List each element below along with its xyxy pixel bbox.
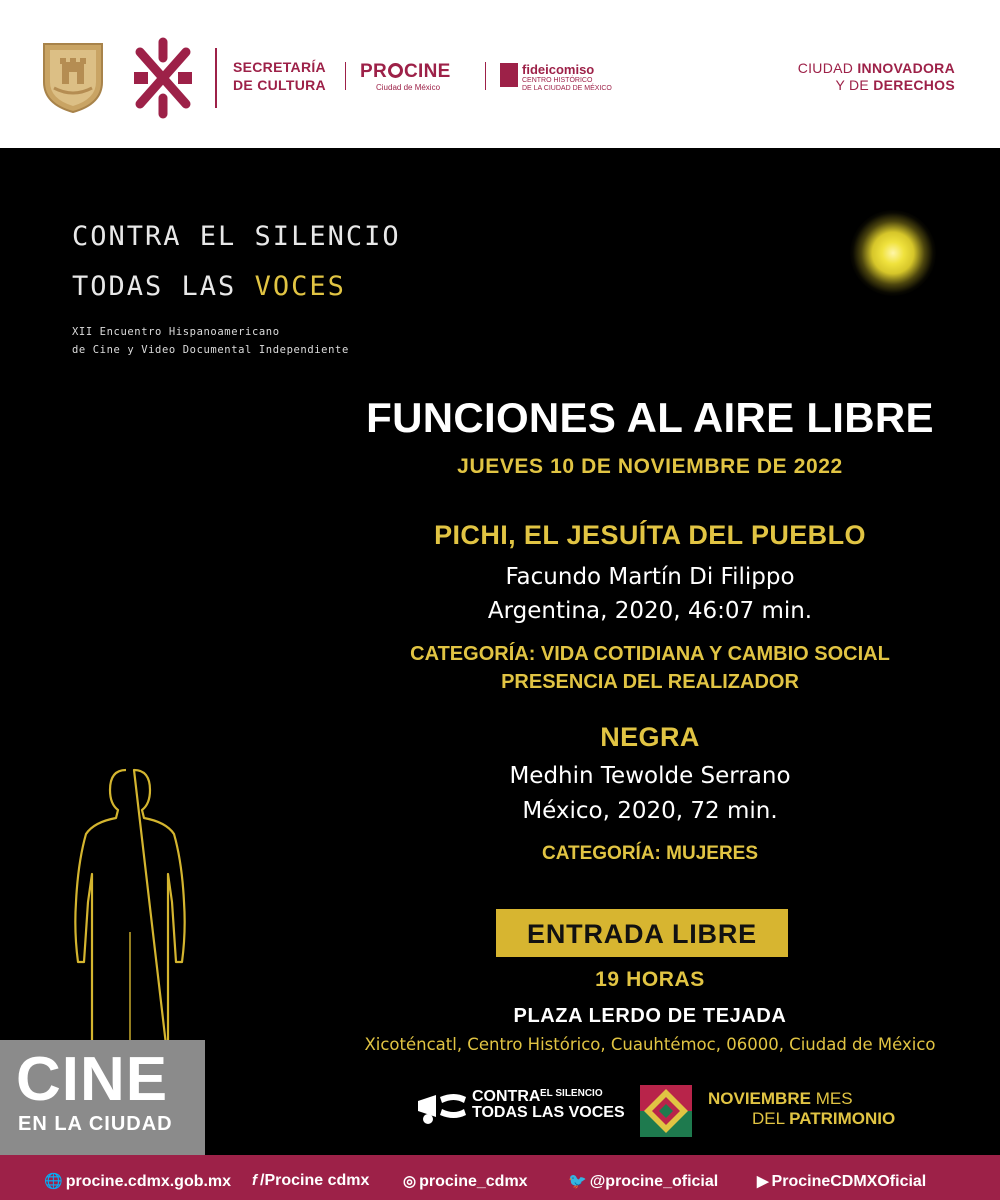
film-title: PICHI, EL JESUÍTA DEL PUEBLO — [434, 520, 866, 550]
cine-label: CINE — [16, 1045, 169, 1114]
cdmx-crest-icon — [40, 38, 106, 114]
ctv-todas-label: TODAS LAS VOCES — [472, 1104, 625, 1121]
fideicomiso-subtitle: CENTRO HISTÓRICO DE LA CIUDAD DE MÉXICO — [522, 77, 612, 92]
header-bar — [0, 0, 1000, 148]
procine-logo: PR CINE — [360, 61, 451, 82]
fideicomiso-icon — [500, 63, 518, 87]
film-info: México, 2020, 72 min. — [522, 798, 778, 824]
film-director: Facundo Martín Di Filippo — [505, 564, 795, 590]
footer-website-link[interactable]: 🌐 procine.cdmx.gob.mx — [44, 1173, 232, 1190]
megaphone-icon — [414, 1087, 470, 1127]
film-category: CATEGORÍA: VIDA COTIDIANA Y CAMBIO SOCIAL — [410, 643, 890, 665]
film-director: Medhin Tewolde Serrano — [509, 763, 791, 789]
event-date: JUEVES 10 DE NOVIEMBRE DE 2022 — [457, 455, 843, 478]
instagram-icon: ◎ — [403, 1173, 417, 1190]
person-silhouette-icon — [60, 762, 200, 1062]
patrimonio-diamond-icon — [640, 1085, 692, 1137]
secretaria-cultura-logo: SECRETARÍA DE CULTURA — [233, 59, 326, 93]
film-title: NEGRA — [600, 722, 700, 752]
patrimonio-label: DEL PATRIMONIO — [752, 1109, 896, 1128]
header-divider — [215, 48, 217, 108]
ctv-silencio-label: EL SILENCIO — [540, 1088, 603, 1099]
festival-title: CONTRA EL SILENCIO TODAS LAS VOCES — [72, 221, 401, 302]
glowing-sun-icon — [850, 210, 936, 296]
event-title: FUNCIONES AL AIRE LIBRE — [366, 394, 934, 441]
fideicomiso-title: fideicomiso — [522, 62, 595, 77]
youtube-icon: ▶ — [757, 1173, 769, 1190]
footer-facebook-link[interactable]: f /Procine cdmx — [252, 1172, 370, 1189]
ctv-contra-label: CONTRA — [472, 1088, 541, 1105]
procine-subtitle: Ciudad de México — [376, 83, 441, 92]
entrada-libre-badge: ENTRADA LIBRE — [496, 909, 788, 957]
footer-instagram-link[interactable]: ◎ procine_cdmx — [403, 1173, 528, 1190]
facebook-icon: f — [252, 1172, 257, 1189]
footer-twitter-link[interactable]: 🐦 @procine_oficial — [568, 1173, 719, 1190]
event-hour: 19 HORAS — [595, 968, 705, 991]
globe-icon: 🌐 — [44, 1173, 63, 1190]
cdmx-knot-icon — [126, 36, 200, 120]
event-address: Xicoténcatl, Centro Histórico, Cuauhtémoc, 06000, Ciudad de México — [364, 1035, 936, 1054]
ciudad-innovadora-slogan: CIUDAD INNOVADORA Y DE DERECHOS — [797, 60, 955, 93]
festival-subtitle: XII Encuentro Hispanoamericano de Cine y Video Documental Independiente — [72, 326, 349, 356]
twitter-icon: 🐦 — [568, 1173, 587, 1190]
header-divider — [345, 62, 346, 90]
film-reel-icon — [388, 63, 403, 78]
film-category: CATEGORÍA: MUJERES — [541, 843, 759, 864]
noviembre-label: NOVIEMBRE MES — [708, 1089, 853, 1108]
en-la-ciudad-label: EN LA CIUDAD — [18, 1113, 173, 1135]
event-venue: PLAZA LERDO DE TEJADA — [513, 1005, 787, 1027]
header-divider — [485, 62, 486, 90]
footer-youtube-link[interactable]: ▶ ProcineCDMXOficial — [757, 1173, 927, 1190]
film-info: Argentina, 2020, 46:07 min. — [487, 598, 813, 624]
film-note: PRESENCIA DEL REALIZADOR — [501, 671, 799, 693]
